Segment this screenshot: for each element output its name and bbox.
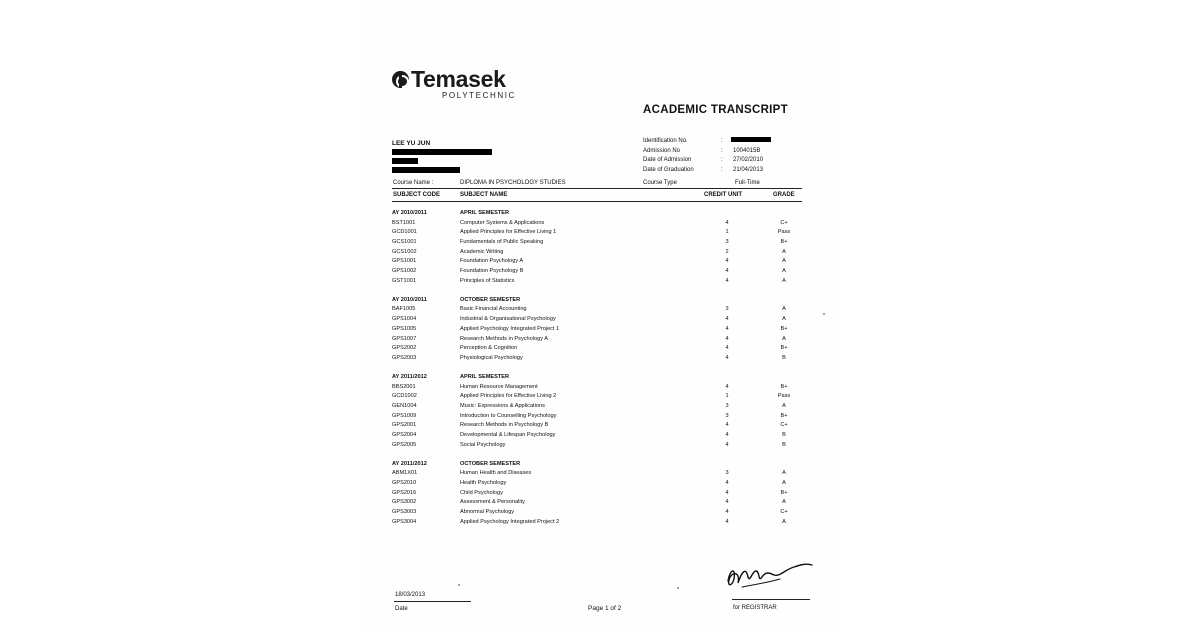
grade: A [782,316,786,323]
subject-code: GPS2005 [392,441,417,448]
subject-name: Principles of Statistics [460,277,515,284]
grade: Pass [777,393,791,400]
credit-unit: 4 [725,499,729,506]
scan-speck [823,313,825,315]
credit-unit: 3 [725,470,729,477]
academic-year: AY 2010/2011 [392,210,427,216]
meta-colon: : [721,138,723,144]
table-row [392,402,802,412]
subject-name: Assessment & Personality [460,499,525,506]
subject-code: GCD1001 [392,229,417,236]
institution-logo [392,66,506,93]
credit-unit: 2 [725,248,729,255]
grade: B+ [780,489,788,496]
credit-unit: 4 [725,422,729,429]
meta-colon: : [721,147,723,154]
grade: B [782,441,786,448]
date-label: Date [395,606,408,612]
subject-name: Research Methods in Psychology A [460,335,548,342]
meta-label: Admission No [643,147,681,154]
header-subject-name: SUBJECT NAME [460,192,508,198]
grade: B+ [780,383,788,390]
grade: B [782,354,786,361]
subject-name: Applied Principles for Effective Living 2 [460,393,557,400]
grade: A [782,306,786,313]
scan-speck [458,584,460,586]
subject-name: Introduction to Counselling Psychology [460,412,557,419]
course-type-value: Full-Time [735,180,760,186]
subject-code: GST1001 [392,277,416,284]
subject-code: GPS3002 [392,499,417,506]
academic-year: AY 2011/2012 [392,460,427,467]
grade: B [782,432,786,439]
meta-label: Date of Admission [643,157,692,164]
grade: A [782,470,786,477]
credit-unit: 4 [725,432,729,439]
grade: A [782,248,786,255]
student-name: LEE YU JUN [392,140,431,147]
page-number: Page 1 of 2 [588,605,622,612]
table-row [392,498,802,508]
credit-unit: 4 [725,354,729,361]
table-row [392,248,802,258]
subject-code: GPS1002 [392,268,417,275]
signature-underline [732,599,810,600]
header-credit-unit: CREDIT UNIT [704,192,742,198]
table-row [392,277,802,287]
subject-code: GPS1007 [392,335,417,342]
subject-code: GPS3004 [392,518,417,525]
grade: C+ [780,219,788,226]
semester-gap [392,364,802,373]
subject-code: GPS3003 [392,509,417,516]
subject-code: GPS2010 [392,480,417,487]
subject-code: GPS1009 [392,412,417,419]
credit-unit: 4 [725,383,729,390]
subject-code: GCS1001 [392,239,417,246]
semester-header [392,460,802,470]
grade: B+ [780,325,788,332]
grade: A [782,499,786,506]
semester-header [392,373,802,383]
semester-gap [392,287,802,296]
grade: Pass [777,229,791,236]
institution-name: Temasek [411,66,506,92]
credit-unit: 4 [725,489,729,496]
credit-unit: 4 [725,325,729,332]
table-row [392,518,802,528]
subject-code: BBS2001 [392,383,416,390]
subject-code: GPS2003 [392,354,417,361]
table-row [392,412,802,422]
table-row [392,441,802,451]
table-row [392,431,802,441]
table-row [392,469,802,479]
meta-colon: : [721,167,723,174]
registrar-signature [722,557,814,597]
credit-unit: 3 [725,239,729,246]
meta-label: Identification No. [643,138,688,144]
credit-unit: 4 [725,335,729,342]
temasek-logo-icon [392,71,409,88]
grade: B+ [780,239,788,246]
grade: B+ [780,345,788,352]
date-underline [394,601,471,602]
subject-code: GEN1004 [392,402,417,409]
grade: A [782,480,786,487]
table-row [392,489,802,499]
semester-name: APRIL SEMESTER [460,210,510,216]
table-row [392,238,802,248]
divider-header [392,201,802,202]
subject-name: Child Psychology [460,489,503,496]
semester-header [392,209,802,219]
table-row [392,392,802,402]
grade: A [782,268,786,275]
subject-code: GCS1002 [392,248,417,255]
credit-unit: 3 [725,306,729,313]
meta-row [643,156,763,166]
issue-date: 18/03/2013 [395,592,426,598]
table-row [392,354,802,364]
meta-value: 1004015B [733,147,761,154]
table-row [392,421,802,431]
credit-unit: 4 [725,268,729,275]
grade: A [782,518,786,525]
meta-value: 21/04/2013 [733,167,764,174]
semester-header [392,296,802,306]
course-type-label: Course Type [643,180,677,186]
meta-label: Date of Graduation [643,167,694,174]
subject-name: Abnormal Psychology [460,509,515,516]
credit-unit: 4 [725,509,729,516]
subject-name: Health Psychology [460,480,507,487]
academic-year: AY 2010/2011 [392,296,427,303]
header-subject-code: SUBJECT CODE [393,192,441,198]
transcript-table [392,209,802,528]
subject-name: Foundation Psychology A [460,258,524,265]
subject-name: Research Methods in Psychology B [460,422,549,429]
course-name-value: DIPLOMA IN PSYCHOLOGY STUDIES [460,180,566,186]
table-row [392,257,802,267]
grade: A [782,258,786,265]
credit-unit: 1 [725,229,729,236]
table-row [392,267,802,277]
table-row [392,325,802,335]
credit-unit: 4 [725,518,729,525]
meta-row [643,166,763,176]
subject-name: Basic Financial Accounting [460,306,527,313]
table-row [392,228,802,238]
academic-year: AY 2011/2012 [392,373,427,380]
credit-unit: 3 [725,402,729,409]
subject-code: GPS1004 [392,316,417,323]
document-title: ACADEMIC TRANSCRIPT [643,104,788,116]
credit-unit: 4 [725,258,729,265]
table-row [392,344,802,354]
grade: A [782,277,786,284]
credit-unit: 3 [725,412,729,419]
course-name-label: Course Name : [393,180,434,186]
subject-name: Human Resource Management [460,383,538,390]
meta-value: 27/02/2010 [733,157,764,164]
table-row [392,305,802,315]
subject-code: BAF1005 [392,306,416,313]
meta-row [643,147,763,157]
semester-gap [392,450,802,459]
table-row [392,479,802,489]
table-row [392,383,802,393]
grade: C+ [780,509,788,516]
subject-name: Applied Psychology Integrated Project 1 [460,325,560,332]
table-row [392,508,802,518]
subject-name: Foundation Psychology B [460,268,524,275]
subject-code: GPS2004 [392,432,417,439]
grade: A [782,402,786,409]
subject-code: GCD1002 [392,393,417,400]
redacted-address-line-3 [392,167,460,173]
subject-code: GPS2002 [392,345,417,352]
signature-label: for REGISTRAR [733,605,777,611]
subject-name: Academic Writing [460,248,504,255]
semester-name: APRIL SEMESTER [460,373,510,380]
subject-name: Industrial & Organisational Psychology [460,316,556,323]
subject-name: Physiological Psychology [460,354,523,361]
credit-unit: 4 [725,441,729,448]
grade: B+ [780,412,788,419]
semester-name: OCTOBER SEMESTER [460,296,521,303]
subject-name: Social Psychology [460,441,506,448]
subject-name: Perception & Cognition [460,345,518,352]
redacted-identification-no [731,137,771,142]
subject-name: Human Health and Diseases [460,470,532,477]
subject-code: GPS1005 [392,325,417,332]
subject-code: GPS1001 [392,258,417,265]
scan-speck [677,587,679,589]
meta-colon: : [721,157,723,164]
credit-unit: 4 [725,219,729,226]
semester-name: OCTOBER SEMESTER [460,460,521,467]
subject-name: Applied Psychology Integrated Project 2 [460,518,560,525]
redacted-address-line-1 [392,149,492,155]
student-meta [643,137,763,176]
credit-unit: 4 [725,316,729,323]
subject-code: BST1001 [392,219,416,226]
divider-top [392,188,802,189]
subject-name: Music: Expressions & Applications [460,402,545,409]
redacted-address-line-2 [392,158,418,164]
table-row [392,335,802,345]
subject-code: GPS2001 [392,422,417,429]
institution-subtitle: POLYTECHNIC [442,91,516,100]
grade: C+ [780,422,788,429]
subject-name: Computer Systems & Applications [460,219,545,226]
credit-unit: 4 [725,480,729,487]
subject-name: Developmental & Lifespan Psychology [460,432,556,439]
table-row [392,315,802,325]
credit-unit: 1 [725,393,729,400]
subject-name: Applied Principles for Effective Living 1 [460,229,557,236]
subject-code: GPS2016 [392,489,417,496]
header-grade: GRADE [773,192,795,198]
subject-name: Fundamentals of Public Speaking [460,239,544,246]
credit-unit: 4 [725,345,729,352]
grade: A [782,335,786,342]
table-row [392,219,802,229]
subject-code: ABM1X01 [392,470,418,477]
credit-unit: 4 [725,277,729,284]
